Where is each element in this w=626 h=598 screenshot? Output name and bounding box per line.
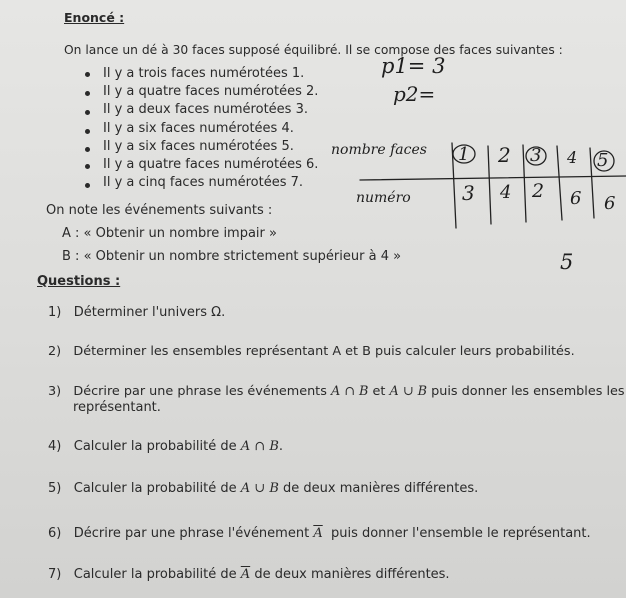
question-number: 1) (48, 305, 62, 320)
question-number: 5) (48, 481, 62, 496)
question-text: Calculer la probabilité de (73, 439, 237, 454)
question-number: 7) (48, 567, 62, 582)
question-text: et (372, 384, 386, 399)
handwritten-cell: 4 (567, 148, 578, 167)
set-expression: A ∩ B (240, 439, 279, 454)
handwritten-stray-number: 5 (560, 250, 574, 274)
question-text: de deux manières différentes. (254, 567, 450, 582)
handwritten-cell: 3 (530, 145, 542, 166)
handwritten-p2: p2= (393, 82, 436, 106)
handwritten-cell: 4 (500, 182, 512, 203)
question-text: Calculer la probabilité de (73, 567, 237, 582)
handwritten-cell: 3 (462, 181, 475, 205)
question-text: Déterminer les ensembles représentant A et B puis calculer leurs probabilités. (73, 344, 575, 359)
question-text: Calculer la probabilité de (73, 481, 237, 496)
face-item: Il y a deux faces numérotées 3. (103, 102, 308, 117)
event-b: B : « Obtenir un nombre strictement supérieur à 4 » (62, 249, 402, 264)
question-text: Décrire par une phrase les événements (73, 384, 327, 399)
handwritten-row-label: numéro (356, 190, 411, 206)
event-a: A : « Obtenir un nombre impair » (62, 226, 277, 241)
set-complement: $\overline{A}$ (313, 526, 323, 541)
face-item: Il y a quatre faces numérotées 6. (103, 157, 319, 172)
handwritten-cell: 6 (604, 193, 616, 214)
question-number: 3) (48, 384, 62, 399)
set-expression: A ∩ B (330, 384, 369, 399)
handwritten-cell: 2 (532, 180, 545, 202)
set-expression: A ∪ B (389, 384, 428, 399)
face-item: Il y a quatre faces numérotées 2. (103, 84, 319, 99)
intro-text: On lance un dé à 30 faces supposé équilibré. Il se compose des faces suivantes : (64, 43, 563, 57)
handwritten-cell: 2 (498, 143, 511, 167)
question-number: 4) (48, 439, 62, 454)
set-expression: A ∪ B (240, 481, 279, 496)
question-text: de deux manières différentes. (283, 481, 479, 496)
handwritten-cell: 1 (458, 144, 470, 165)
set-complement: $\overline{A}$ (240, 567, 251, 582)
questions-title: Questions : (37, 274, 121, 289)
handwritten-row-label: nombre faces (331, 142, 427, 158)
face-item: Il y a trois faces numérotées 1. (103, 66, 305, 81)
question-text: . (278, 439, 284, 454)
question-number: 6) (48, 526, 62, 541)
handwritten-cell: 6 (570, 188, 582, 209)
question-text: puis donner les ensembles les (431, 384, 625, 399)
face-item: Il y a six faces numérotées 4. (103, 121, 294, 136)
question-text: Décrire par une phrase l'événement (73, 526, 310, 541)
question-3-continued: représentant. (73, 400, 161, 415)
question-text: Déterminer l'univers Ω. (73, 305, 226, 320)
enonce-title: Enoncé : (64, 10, 125, 25)
question-number: 2) (48, 344, 62, 359)
face-item: Il y a cinq faces numérotées 7. (103, 175, 304, 190)
handwritten-cell: 5 (597, 150, 609, 171)
handwritten-p1: p1= 3 (381, 54, 446, 78)
question-text: puis donner l'ensemble le représentant. (330, 526, 591, 541)
face-item: Il y a six faces numérotées 5. (103, 139, 294, 154)
events-intro: On note les événements suivants : (46, 203, 273, 218)
